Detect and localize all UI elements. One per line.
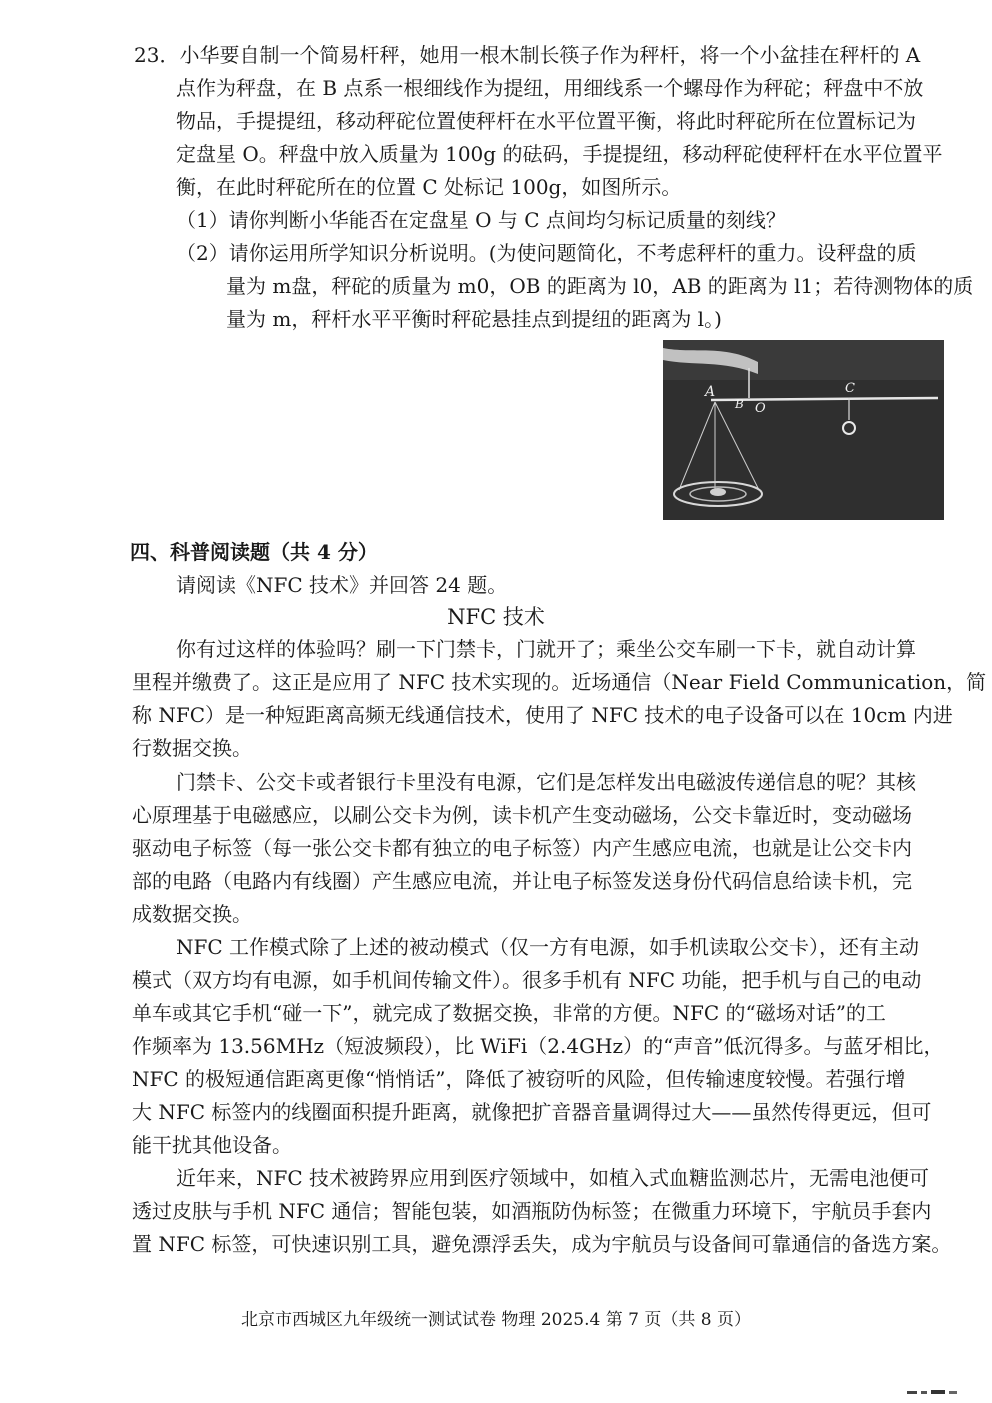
article-line: 模式（双方均有电源，如手机间传输文件）。很多手机有 NFC 功能，把手机与自己的电动	[132, 968, 922, 992]
label-o: O	[755, 401, 766, 416]
page-footer: 北京市西城区九年级统一测试试卷 物理 2025.4 第 7 页（共 8 页）	[241, 1310, 751, 1330]
steelyard-photo	[663, 340, 944, 520]
article-line: 成数据交换。	[132, 902, 252, 926]
article-line: 能干扰其他设备。	[132, 1133, 292, 1157]
article-line: 行数据交换。	[132, 736, 252, 760]
article-line: 里程并缴费了。这正是应用了 NFC 技术实现的。近场通信（Near Field Communication，简	[132, 670, 987, 694]
label-a: A	[705, 384, 716, 400]
q23-sub2-line-1: （2）请你运用所学知识分析说明。(为使问题简化，不考虑秤杆的重力。设秤盘的质	[176, 241, 917, 265]
article-line: 置 NFC 标签，可快速识别工具，避免漂浮丢失，成为宇航员与设备间可靠通信的备选方案。	[132, 1232, 952, 1256]
article-line: 驱动电子标签（每一张公交卡都有独立的电子标签）内产生感应电流，也就是让公交卡内	[132, 836, 912, 860]
article-line: 部的电路（电路内有线圈）产生感应电流，并让电子标签发送身份代码信息给读卡机，完	[132, 869, 912, 893]
label-b: B	[735, 397, 744, 411]
article-line: 大 NFC 标签内的线圈面积提升距离，就像把扩音器音量调得过大——虽然传得更远，但可	[132, 1100, 932, 1124]
article-line: 称 NFC）是一种短距离高频无线通信技术，使用了 NFC 技术的电子设备可以在 10cm 内进	[132, 703, 953, 727]
q23-line-5: 衡，在此时秤砣所在的位置 C 处标记 100g，如图所示。	[176, 175, 682, 199]
label-c: C	[845, 381, 855, 396]
section4-heading: 四、科普阅读题（共 4 分）	[130, 540, 378, 564]
q23-line-4: 定盘星 O。秤盘中放入质量为 100g 的砝码，手提提纽，移动秤砣使秤杆在水平位置平	[176, 142, 943, 166]
article-line: 门禁卡、公交卡或者银行卡里没有电源，它们是怎样发出电磁波传递信息的呢？其核	[176, 770, 916, 794]
article-line: 单车或其它手机“碰一下”，就完成了数据交换，非常的方便。NFC 的“磁场对话”的工	[132, 1001, 886, 1025]
article-line: NFC 的极短通信距离更像“悄悄话”，降低了被窃听的风险，但传输速度较慢。若强行增	[132, 1067, 906, 1091]
scan-specks	[905, 1388, 965, 1396]
q23-sub2-line-3: 量为 m，秤杆水平平衡时秤砣悬挂点到提纽的距离为 l。)	[226, 307, 722, 331]
q23-line-1: 23．小华要自制一个简易杆秤，她用一根木制长筷子作为秤杆，将一个小盆挂在秤杆的 A	[134, 43, 921, 67]
q23-line-2: 点作为秤盘，在 B 点系一根细线作为提纽，用细线系一个螺母作为秤砣；秤盘中不放	[176, 76, 924, 100]
article-line: 心原理基于电磁感应，以刷公交卡为例，读卡机产生变动磁场，公交卡靠近时，变动磁场	[132, 803, 912, 827]
article-line: 透过皮肤与手机 NFC 通信；智能包装，如酒瓶防伪标签；在微重力环境下，宇航员手套内	[132, 1199, 932, 1223]
article-line: NFC 工作模式除了上述的被动模式（仅一方有电源，如手机读取公交卡），还有主动	[176, 935, 920, 959]
article-line: 近年来，NFC 技术被跨界应用到医疗领域中，如植入式血糖监测芯片，无需电池便可	[176, 1166, 930, 1190]
q23-sub2-line-2: 量为 m盘，秤砣的质量为 m0，OB 的距离为 l0，AB 的距离为 l1；若待测物体的质	[226, 274, 974, 298]
article-title: NFC 技术	[447, 605, 545, 629]
q23-sub1: （1）请你判断小华能否在定盘星 O 与 C 点间均匀标记质量的刻线？	[176, 208, 786, 232]
article-line: 作频率为 13.56MHz（短波频段），比 WiFi（2.4GHz）的“声音”低沉得多。与蓝牙相比，	[132, 1034, 944, 1058]
section4-instruction: 请阅读《NFC 技术》并回答 24 题。	[176, 573, 508, 597]
article-line: 你有过这样的体验吗？刷一下门禁卡，门就开了；乘坐公交车刷一下卡，就自动计算	[176, 637, 916, 661]
q23-line-3: 物品，手提提纽，移动秤砣位置使秤杆在水平位置平衡，将此时秤砣所在位置标记为	[176, 109, 916, 133]
